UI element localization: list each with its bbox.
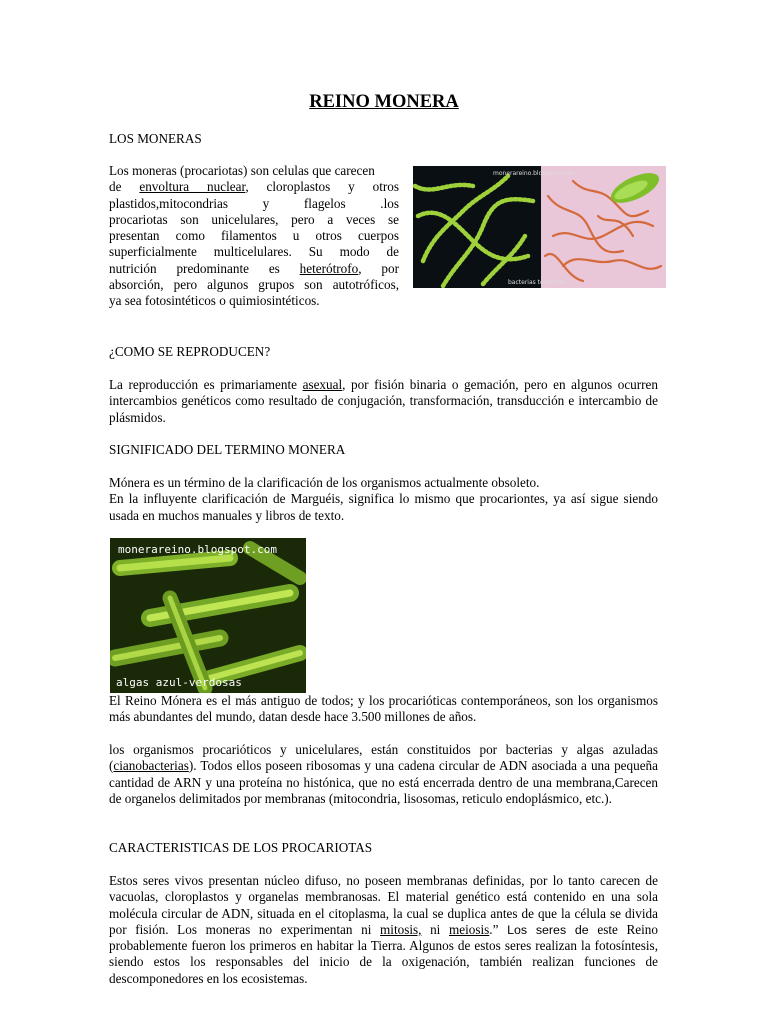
image-watermark: monerareino.blogspot.com <box>493 170 574 177</box>
text-line: plastidos,mitocondrias y flagelos .los <box>109 195 399 211</box>
section-heading-los-moneras: LOS MONERAS <box>109 131 202 146</box>
bacteria-photo <box>413 166 666 288</box>
section3-paragraph: Mónera es un término de la clarificación de los organismos actualmente obsoleto. En la influyente clarificación de Marguéis, significa lo mismo que procariontes, ya así sigue siendo usada en muchos manuales y libros de texto. <box>109 475 658 523</box>
underlined-term: asexual <box>302 377 343 392</box>
underlined-term: envoltura nuclear <box>139 179 246 195</box>
text-line: procariotas son unicelulares, pero a veces se <box>109 211 399 227</box>
page-title: REINO MONERA <box>309 92 459 112</box>
text-line: nutrición predominante es heterótrofo, por <box>109 260 399 276</box>
underlined-term: meiosis <box>448 921 490 937</box>
text-line: presentan como filamentos u otros cuerpos <box>109 228 399 244</box>
underlined-term: mitosis, <box>380 921 422 937</box>
underlined-term: cianobacterias <box>113 758 189 774</box>
text-line: ya sea fotosintéticos o quimiosintéticos. <box>109 293 320 309</box>
image-caption: bacterias terrestres <box>508 279 567 286</box>
section3-paragraph-2: El Reino Mónera es el más antiguo de todos; y los procarióticas contemporáneos, son los organismos más abundantes del mundo, datan desde hace 3.500 millones de años. <box>109 693 658 725</box>
text-line: superficialmente multicelulares. Su modo de <box>109 244 399 260</box>
section-heading-caracteristicas: CARACTERISTICAS DE LOS PROCARIOTAS <box>109 840 373 855</box>
image-caption: algas azul-verdosas <box>116 676 242 689</box>
section-heading-significado: SIGNIFICADO DEL TERMINO MONERA <box>109 442 346 457</box>
inline-text-sans: Los seres de <box>507 922 589 937</box>
section4-paragraph: Estos seres vivos presentan núcleo difuso, no poseen membranas definidas, por lo tanto carecen de vacuolas, cloroplastos y organelas membranosas. El material genético está contenido en una sola molécula circular de ADN, situada en el citoplasma, la cual se duplica antes de que la célula se divida por fisión. Los moneras no experimentan ni mitosis, ni meiosis.” Los seres de este Reino probablemente fueron los primeros en habitar la Tierra. Algunos de estos seres realizan la fotosíntesis, siendo estos los responsables del inicio de la oxigenación, también realizan funciones de descomponedores en los ecosistemas. <box>109 873 658 986</box>
underlined-term: heterótrofo <box>299 260 359 276</box>
text-line: de envoltura nuclear, cloroplastos y otros <box>109 179 399 195</box>
text-line: absorción, pero algunos grupos son autotróficos, <box>109 277 399 293</box>
section3-paragraph-3: los organismos procarióticos y unicelulares, están constituidos por bacterias y algas azuladas (cianobacterias). Todos ellos poseen ribosomas y una cadena circular de ADN asociada a una pequeña cantidad de ARN y una proteína no histónica, que no está encerrada dentro de una membrana,Carecen de organelos delimitados por membranas (mitocondria, lisosomas, reticulo endoplásmico, etc.). <box>109 742 658 806</box>
image-watermark: monerareino.blogspot.com <box>118 543 277 556</box>
section-heading-reproduccion: ¿COMO SE REPRODUCEN? <box>109 344 271 359</box>
text-line: Los moneras (procariotas) son celulas que carecen <box>109 163 375 178</box>
algae-photo <box>110 538 306 693</box>
section1-paragraph <box>109 163 399 310</box>
section2-paragraph: La reproducción es primariamente asexual, por fisión binaria o gemación, pero en algunos ocurren intercambios genéticos como resultado de conjugación, transformación, transducción e intercambio de plásmidos. <box>109 377 659 425</box>
